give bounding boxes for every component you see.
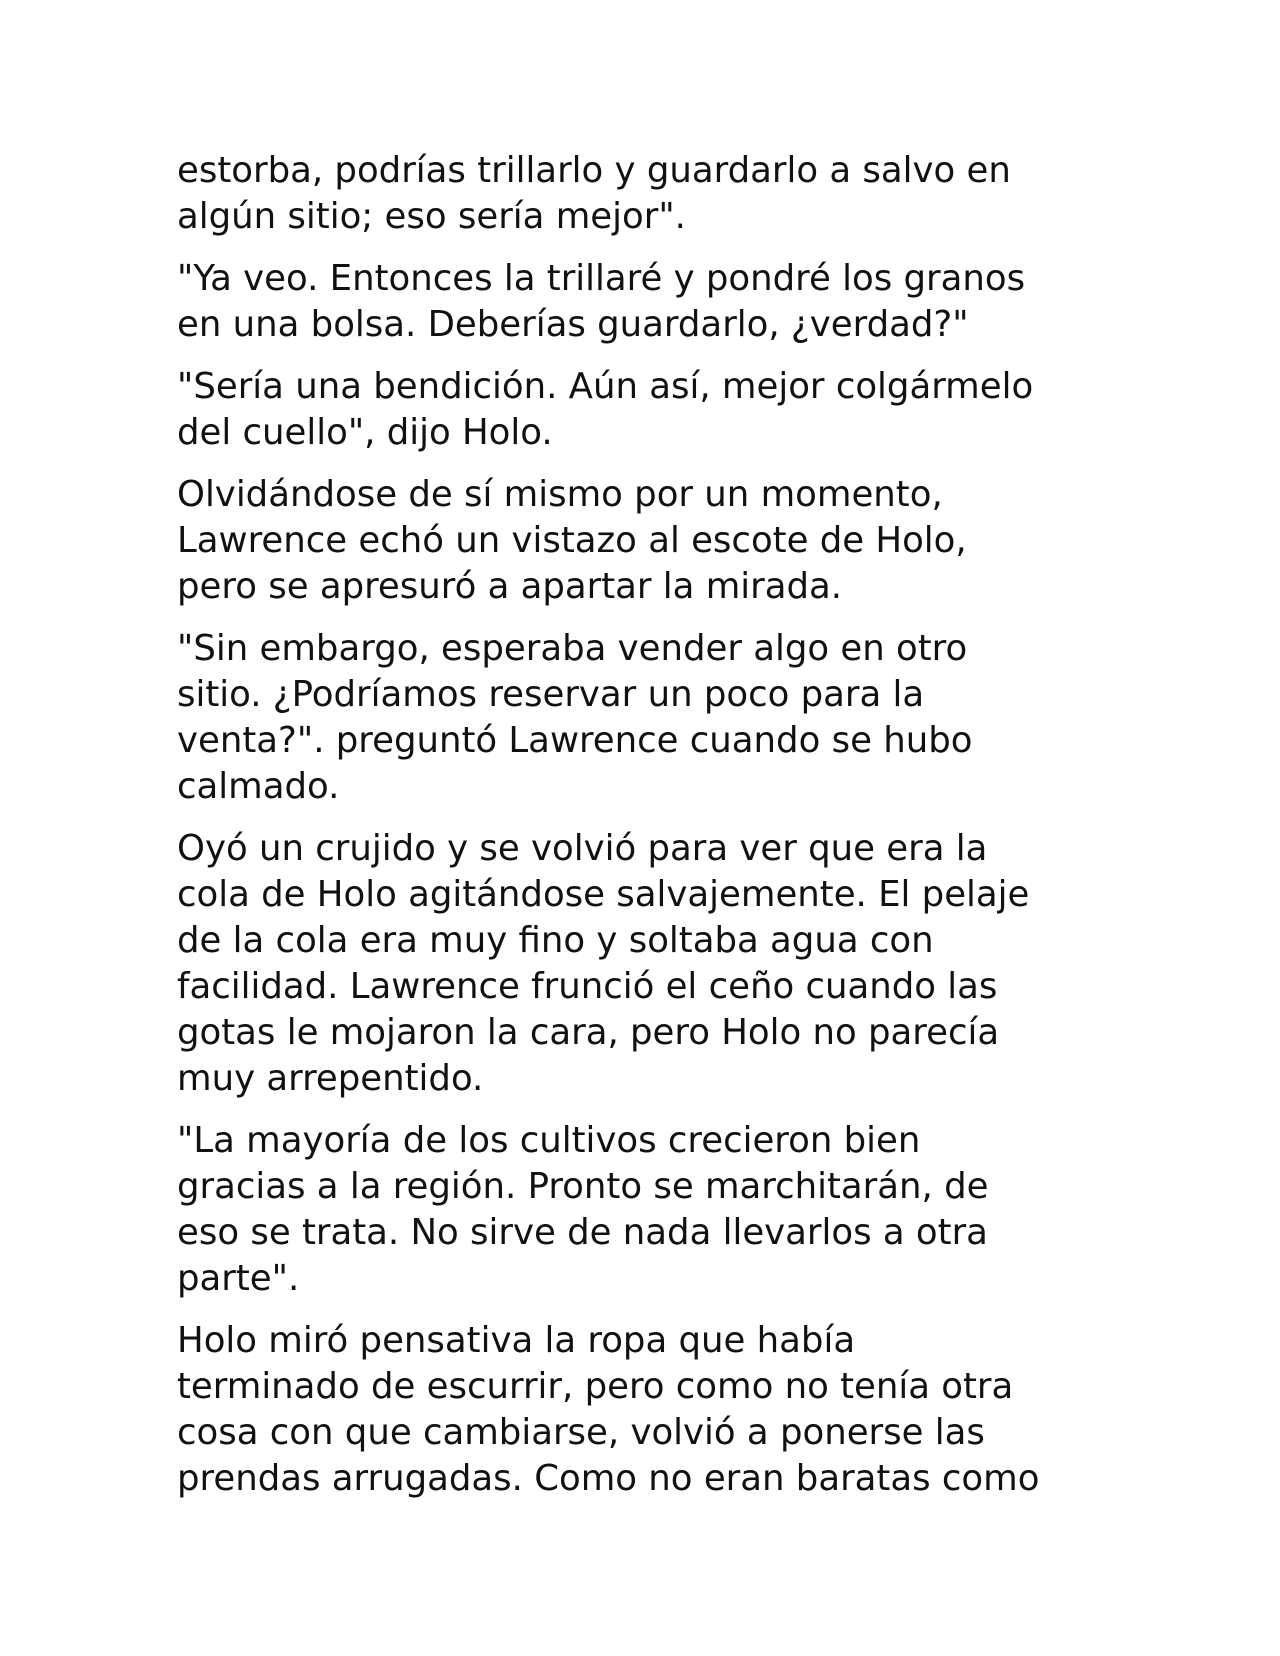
- paragraph: Olvidándose de sí mismo por un momento, Lawrence echó un vistazo al escote de Holo, pero se apresuró a apartar la mirada.: [177, 474, 967, 607]
- paragraph: "Ya veo. Entonces la trillaré y pondré los granos en una bolsa. Deberías guardarlo, ¿verdad?": [177, 258, 1026, 345]
- paragraph: estorba, podrías trillarlo y guardarlo a salvo en algún sitio; eso sería mejor".: [177, 150, 1011, 237]
- paragraph: Oyó un crujido y se volvió para ver que era la cola de Holo agitándose salvajemente. El pelaje de la cola era muy fino y soltaba agua con facilidad. Lawrence frunció el ceño cuando las gotas le mojaron la cara, pero Holo no parecía muy arrepentido.: [177, 828, 1030, 1099]
- paragraph: "Sin embargo, esperaba vender algo en otro sitio. ¿Podríamos reservar un poco para la venta?". preguntó Lawrence cuando se hubo calmado.: [177, 628, 973, 807]
- text-body: [177, 148, 1107, 1518]
- paragraph: Holo miró pensativa la ropa que había terminado de escurrir, pero como no tenía otra cosa con que cambiarse, volvió a ponerse las prendas arrugadas. Como no eran baratas como: [177, 1320, 1040, 1499]
- paragraph: "La mayoría de los cultivos crecieron bien gracias a la región. Pronto se marchitarán, de eso se trata. No sirve de nada llevarlos a otra parte".: [177, 1120, 989, 1299]
- paragraph: "Sería una bendición. Aún así, mejor colgármelo del cuello", dijo Holo.: [177, 366, 1034, 453]
